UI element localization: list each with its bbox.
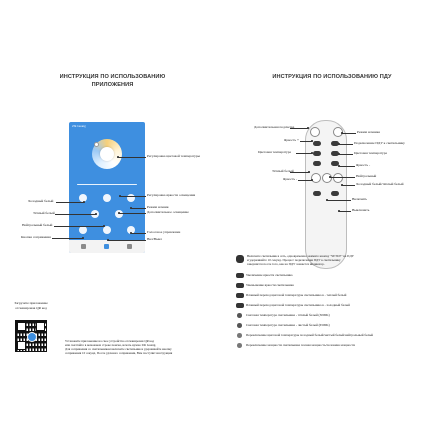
label-neutral: Нейтральный xyxy=(356,174,377,178)
group-button[interactable] xyxy=(79,226,87,234)
pairing-note-line: завершится после того, как на ПДУ зажжется индикатор. xyxy=(247,262,325,266)
brightness-plus-button[interactable] xyxy=(313,141,321,146)
home-icon[interactable] xyxy=(81,244,86,249)
neutral-button[interactable] xyxy=(103,194,111,202)
instruction-line: Установите приложение на свое устройство отсканировав QR код xyxy=(65,339,155,343)
label-cold-neutral: Холодный белый/тёплый белый xyxy=(356,182,404,186)
extra-light-button[interactable] xyxy=(115,210,123,218)
qr-code xyxy=(15,320,47,352)
label-pairing: Подключение ПДУ к светильнику xyxy=(354,141,405,145)
ring-knob[interactable] xyxy=(94,142,99,147)
label-brightness-minus: Яркость - xyxy=(283,177,298,181)
brightness-slider[interactable] xyxy=(77,184,137,185)
label-brightness: Регулировка яркости освещения xyxy=(147,193,196,197)
legend-item: Плавный переход цветовой температуры светильника в - теплый белый xyxy=(246,293,347,297)
qr-caption-line1: Загрузите приложение xyxy=(14,301,48,305)
brightness-down-icon xyxy=(236,283,244,288)
legend-item: Увеличение яркости светильника xyxy=(246,273,293,277)
label-brightness-plus: Яркость + xyxy=(284,138,299,142)
label-extra-lighting: Дополнительное освещение xyxy=(147,210,189,214)
settings-icon[interactable] xyxy=(127,244,132,249)
instruction-line: сопряжения 10 секунд. После удачного сопряжения, Вам поступит инструкция xyxy=(65,351,173,356)
label-warm-white: Тёплый белый xyxy=(33,211,55,215)
label-color-temp-right: Цветовая температура xyxy=(354,151,388,155)
label-extra-backlight: Дополнительная подсветка xyxy=(254,125,295,129)
power-dial[interactable] xyxy=(100,147,114,161)
cold-white-button[interactable] xyxy=(333,173,343,183)
backlight-button[interactable] xyxy=(310,127,320,137)
legend-item: Уменьшение яркости светильника xyxy=(246,283,294,287)
pairing-note xyxy=(247,254,437,266)
label-group-button: Кнопка сопряжения xyxy=(21,235,51,239)
label-power-off: Выключить xyxy=(352,208,370,212)
left-title-line1: ИНСТРУКЦИЯ ПО ИСПОЛЬЗОВАНИЮ xyxy=(59,74,166,80)
brightness-up-icon xyxy=(236,273,244,278)
warm-white-icon xyxy=(237,313,242,318)
qr-caption xyxy=(8,302,54,310)
label-power-on: Включить xyxy=(352,197,368,201)
label-warm-white: Тёплый белый xyxy=(272,169,294,173)
remote-control xyxy=(305,120,347,269)
temp-cycle-icon xyxy=(237,333,242,338)
right-title: ИНСТРУКЦИЯ ПО ИСПОЛЬЗОВАНИЮ ПДУ xyxy=(272,74,392,80)
label-on-off: Вкл/Выкл xyxy=(147,237,162,241)
warm-transition-icon xyxy=(236,293,244,298)
scene-icon[interactable] xyxy=(104,244,109,249)
instruction-line: или скачтайте в воможном строке поиска, искать нужно Zhi Guang. xyxy=(65,343,157,348)
pairing-note-line: Включите светильник в сеть, одновременно зажмите кнопку "SETUP" на ПДУ xyxy=(247,254,354,258)
power-level-icon xyxy=(237,343,242,348)
label-brightness-minus-r: Яркость - xyxy=(356,163,371,167)
color-ring[interactable] xyxy=(92,139,122,169)
label-night-mode: Режим ночник xyxy=(147,205,169,209)
label-color-temp-left: Цветовая температура xyxy=(258,150,292,154)
app-header: Zhi Guang xyxy=(72,124,86,128)
label-voice-control: Голосовое управление xyxy=(147,230,181,234)
label-cold-white: Холодный белый xyxy=(28,199,54,203)
warm-white-button[interactable] xyxy=(311,173,321,183)
app-tab-bar xyxy=(69,240,145,253)
power-off-button[interactable] xyxy=(331,191,339,196)
label-color-temp: Регулировка цветовой температуры xyxy=(147,154,201,158)
qr-caption-line2: отсканировав QR код xyxy=(15,305,47,310)
label-night-mode-r: Режим ночника xyxy=(357,130,381,134)
cold-transition-icon xyxy=(236,303,244,308)
cold-white-icon xyxy=(237,323,242,328)
instruction-line: Для сопряжения со светильником включите светильник и удерживайте кнопку xyxy=(65,347,172,352)
legend-item: Световая температура светильника - тёплый белый (3000K) xyxy=(246,313,330,317)
setup-icon xyxy=(236,255,244,263)
label-neutral-white: Нейтральный белый xyxy=(22,223,53,227)
legend-item: Переключение мощности светильника полная мощность/половина мощности xyxy=(246,343,356,347)
pairing-note-line: и удерживайте 10 секунд. Процесс подключения ПДУ к светильнику xyxy=(247,258,341,262)
brightness-minus-button[interactable] xyxy=(313,161,321,166)
legend-item: Плавный переход цветовой температуры светильника в - холодный белый xyxy=(246,303,350,307)
left-title xyxy=(20,74,205,88)
neutral-button[interactable] xyxy=(322,173,332,183)
legend-item: Световая температура светильника - чистый белый (6500K) xyxy=(246,323,330,327)
legend-item: Переключение цветовой температуры холодный белый/чистый белый/нейтральный белый xyxy=(246,333,374,337)
left-title-line2: ПРИЛОЖЕНИЯ xyxy=(91,81,134,88)
power-button[interactable] xyxy=(103,226,111,234)
power-on-button[interactable] xyxy=(313,191,321,196)
color-temp-left-button[interactable] xyxy=(313,151,321,156)
app-logo-icon xyxy=(27,332,37,342)
app-instructions xyxy=(65,339,220,355)
